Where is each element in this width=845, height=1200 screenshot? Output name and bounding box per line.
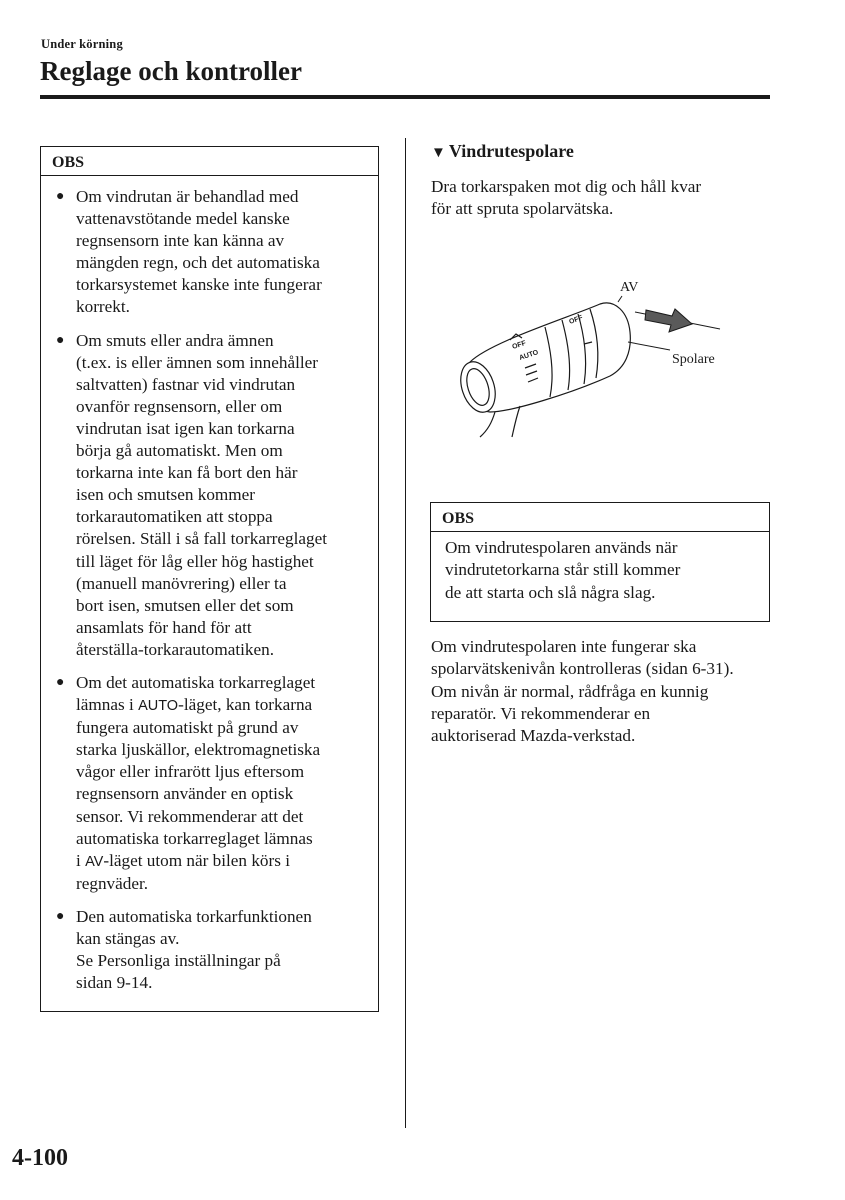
section-heading-text: Vindrutespolare [448,141,574,161]
list-item [54,672,368,895]
line: regnsensorn inte kan känna av [76,231,285,251]
label-av: AV [620,280,639,295]
line: torkarsystemet kanske inte fungerar [76,275,322,295]
leader-line-spolare [628,342,670,350]
line: (t.ex. is eller ämnen som innehåller [76,352,318,372]
pull-arrow-icon [645,309,692,332]
note-box-left [40,146,379,1012]
line: ansamlats för hand för att [76,617,252,637]
line: till läget för låg eller hög hastighet [76,551,314,571]
line: Om vindrutespolaren används när [445,538,678,557]
mode-auto-label: AUTO [138,698,179,715]
triangle-down-icon: ▼ [431,145,446,161]
line: Om det automatiska torkarreglaget [76,672,316,692]
line: återställa-torkarautomatiken. [76,639,275,659]
note-list [41,176,378,994]
line: Om vindrutan är behandlad med [76,187,299,206]
line: bort isen, smutsen eller det som [76,595,294,615]
line: de att starta och slå några slag. [445,582,656,602]
line: Se Personliga inställningar på [76,951,281,971]
list-item [54,186,368,319]
line: regnväder. [76,873,149,893]
intro-paragraph [431,176,776,221]
line: auktoriserad Mazda-verkstad. [431,726,636,746]
line: rörelsen. Ställ i så fall torkarreglaget [76,529,328,549]
line: lämnas i [76,695,139,715]
line: (manuell manövrering) eller ta [76,573,287,593]
bullet-icon: ● [56,189,65,204]
mode-off-mark: OFF [511,339,527,351]
page-number: 4-100 [12,1145,68,1171]
line: sidan 9-14. [76,973,153,993]
line: fungera automatiskt på grund av [76,718,299,738]
note-heading: OBS [431,503,769,532]
note-box-right [430,502,770,622]
line: Om smuts eller andra ämnen [76,330,274,350]
line: Om vindrutespolaren inte fungerar ska [431,637,697,656]
mode-off-mark-2: OFF [568,314,584,326]
line: vattenavstötande medel kanske [76,209,290,229]
mode-auto-mark: AUTO [518,349,540,362]
note-body [431,532,769,604]
section-heading [431,141,574,162]
bullet-icon: ● [56,332,65,348]
line: automatiska torkarreglaget lämnas [76,828,313,848]
bullet-icon: ● [56,908,65,924]
line: isen och smutsen kommer [76,485,256,505]
line: vågor eller infrarött ljus eftersom [76,762,305,782]
line: ovanför regnsensorn, eller om [76,396,283,416]
bullet-icon: ● [56,674,65,690]
line: torkarautomatiken att stoppa [76,507,273,527]
line: Om nivån är normal, rådfråga en kunnig [431,681,709,701]
line: starka ljuskällor, elektromagnetiska [76,740,321,760]
line: Den automatiska torkarfunktionen [76,906,312,926]
line: börja gå automatiskt. Men om [76,441,283,461]
note-heading: OBS [41,147,378,176]
leader-line-av [618,296,622,302]
line: torkarna inte kan få bort den här [76,463,298,483]
wiper-lever-illustration [450,272,740,442]
line: vindrutan isat igen kan torkarna [76,418,295,438]
lever-body [455,303,631,437]
line: -läget, kan torkarna [178,695,313,715]
line: reparatör. Vi rekommenderar en [431,703,651,723]
title-rule [40,95,770,99]
mode-av-label: AV [85,853,104,870]
line: vindrutetorkarna står still kommer [445,560,681,580]
line: -läget utom när bilen körs i [103,850,290,870]
list-item [54,330,368,661]
line: kan stängas av. [76,929,180,948]
line: för att spruta spolarvätska. [431,199,614,219]
outro-paragraph [431,636,786,747]
section-label: Under körning [41,37,123,51]
line: Dra torkarspaken mot dig och håll kvar [431,177,702,196]
line: korrekt. [76,297,130,317]
line: spolarvätskenivån kontrolleras (sidan 6-31). [431,659,734,679]
column-divider [405,138,406,1128]
line: i [76,850,86,870]
line: saltvatten) fastnar vid vindrutan [76,374,296,394]
line: sensor. Vi rekommenderar att det [76,806,304,826]
list-item [54,906,368,994]
line: mängden regn, och det automatiska [76,253,320,273]
page-title: Reglage och kontroller [40,56,302,86]
label-spolare: Spolare [672,352,715,367]
line: regnsensorn använder en optisk [76,784,294,804]
